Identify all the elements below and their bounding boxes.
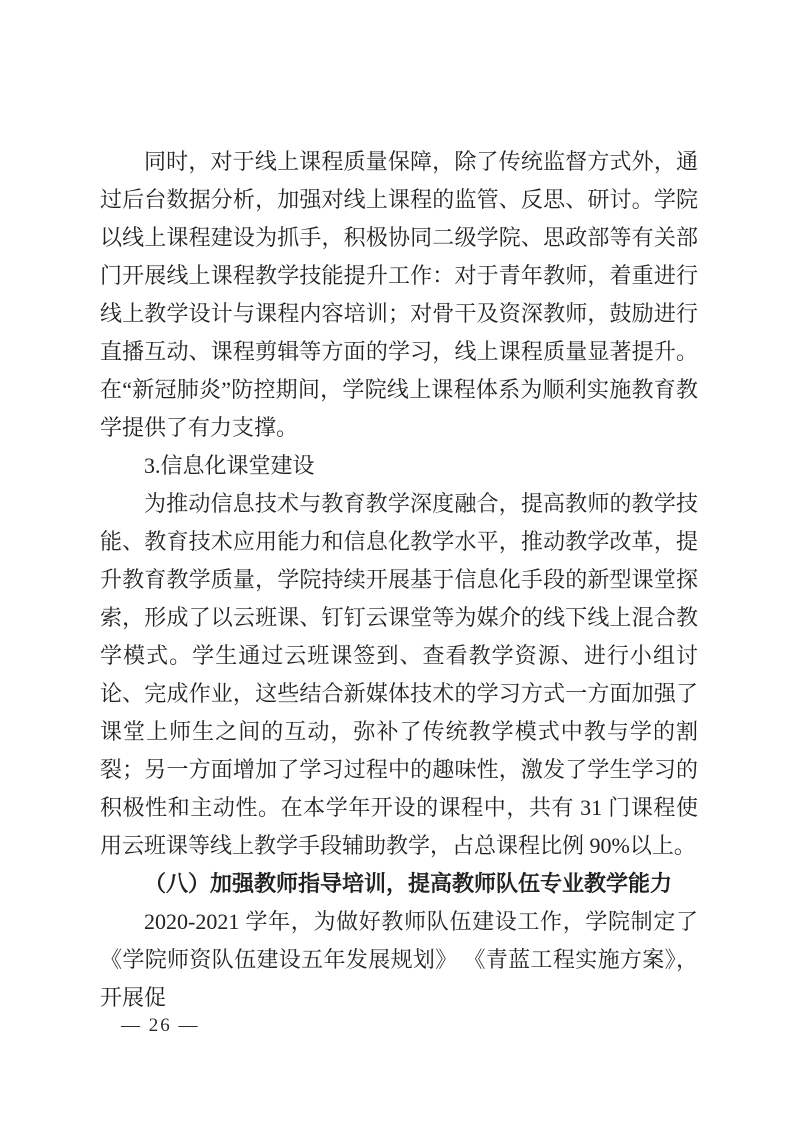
paragraph-teacher-team-building: 2020-2021 学年，为做好教师队伍建设工作，学院制定了《学院师资队伍建设五年发展规划》 《青蓝工程实施方案》，开展促 <box>100 909 698 1010</box>
text-block <box>100 143 698 1017</box>
subheading-informatization-classroom: 3.信息化课堂建设 <box>144 453 315 478</box>
heading-section-8-teacher-training: （八）加强教师指导培训，提高教师队伍专业教学能力 <box>144 871 673 896</box>
paragraph-online-course-quality: 同时，对于线上课程质量保障，除了传统监督方式外，通过后台数据分析，加强对线上课程的监管、反思、研讨。学院以线上课程建设为抓手，积极协同二级学院、思政部等有关部门开展线上课程教学技能提升工作：对于青年教师，着重进行线上教学设计与课程内容培训；对骨干及资深教师，鼓励进行直播互动、课程剪辑等方面的学习，线上课程质量显著提升。在“新冠肺炎”防控期间，学院线上课程体系为顺利实施教育教学提供了有力支撑。 <box>100 149 699 440</box>
paragraph-informatization-classroom-detail: 为推动信息技术与教育教学深度融合，提高教师的教学技能、教育技术应用能力和信息化教学水平，推动教学改革，提升教育教学质量，学院持续开展基于信息化手段的新型课堂探索，形成了以云班课、钉钉云课堂等为媒介的线下线上混合教学模式。学生通过云班课签到、查看教学资源、进行小组讨论、完成作业，这些结合新媒体技术的学习方式一方面加强了课堂上师生之间的互动，弥补了传统教学模式中教与学的割裂；另一方面增加了学习过程中的趣味性，激发了学生学习的积极性和主动性。在本学年开设的课程中，共有 31 门课程使用云班课等线上教学手段辅助教学，占总课程比例 90%以上。 <box>100 491 698 858</box>
page-number: — 26 — <box>121 1015 200 1036</box>
